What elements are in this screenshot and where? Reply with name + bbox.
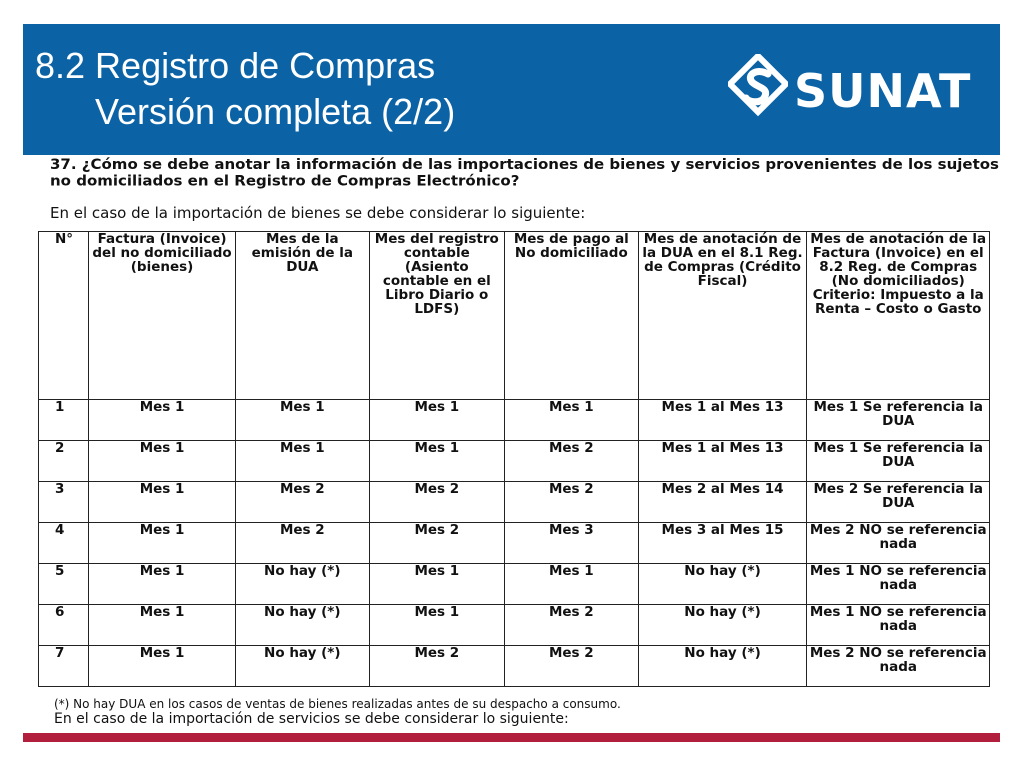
table-header-row: [39, 232, 990, 400]
cell: Mes 2: [236, 523, 369, 564]
table-row: [39, 400, 990, 441]
outro-text: En el caso de la importación de servicios se debe considerar lo siguiente:: [54, 711, 569, 727]
cell: Mes 1: [89, 441, 236, 482]
logo-text: SUNAT: [794, 64, 972, 118]
header-number: N°: [39, 232, 89, 400]
cell: No hay (*): [638, 564, 807, 605]
cell: Mes 1: [236, 441, 369, 482]
cell: Mes 1 al Mes 13: [638, 441, 807, 482]
cell: Mes 1: [369, 564, 505, 605]
cell: 5: [39, 564, 89, 605]
cell: Mes 1: [89, 482, 236, 523]
cell: No hay (*): [638, 605, 807, 646]
cell: Mes 1 NO se referencia nada: [807, 605, 990, 646]
header-dua-annotation: Mes de anotación de la DUA en el 8.1 Reg. de Compras (Crédito Fiscal): [638, 232, 807, 400]
cell: Mes 1 al Mes 13: [638, 400, 807, 441]
intro-text: En el caso de la importación de bienes se debe considerar lo siguiente:: [50, 204, 586, 222]
cell: Mes 1 Se referencia la DUA: [807, 400, 990, 441]
cell: Mes 3 al Mes 15: [638, 523, 807, 564]
table-row: [39, 441, 990, 482]
header-payment-month: Mes de pago al No domiciliado: [505, 232, 638, 400]
cell: Mes 2: [505, 482, 638, 523]
slide-header: [23, 24, 1000, 155]
question-text: 37. ¿Cómo se debe anotar la información de las importaciones de bienes y servicios provenientes de los sujetos no domiciliados en el Registro de Compras Electrónico?: [50, 156, 999, 190]
table-row: [39, 605, 990, 646]
cell: Mes 2: [369, 646, 505, 687]
cell: Mes 2: [505, 605, 638, 646]
cell: Mes 2 al Mes 14: [638, 482, 807, 523]
cell: 2: [39, 441, 89, 482]
table-row: [39, 646, 990, 687]
table-row: [39, 482, 990, 523]
cell: Mes 1: [505, 564, 638, 605]
slide-title: 8.2 Registro de Compras: [35, 45, 436, 86]
cell: Mes 1 NO se referencia nada: [807, 564, 990, 605]
cell: Mes 2: [505, 441, 638, 482]
header-invoice: Factura (Invoice) del no domiciliado (bienes): [89, 232, 236, 400]
cell: No hay (*): [236, 646, 369, 687]
cell: Mes 1: [505, 400, 638, 441]
cell: Mes 1 Se referencia la DUA: [807, 441, 990, 482]
cell: Mes 2: [369, 523, 505, 564]
table-row: [39, 523, 990, 564]
cell: No hay (*): [638, 646, 807, 687]
header-dua-month: Mes de la emisión de la DUA: [236, 232, 369, 400]
table-row: [39, 564, 990, 605]
footnote: (*) No hay DUA en los casos de ventas de bienes realizadas antes de su despacho a consumo.: [54, 697, 621, 711]
cell: Mes 1: [369, 605, 505, 646]
cell: 7: [39, 646, 89, 687]
cell: Mes 1: [369, 400, 505, 441]
cell: Mes 1: [89, 400, 236, 441]
header-invoice-annotation: Mes de anotación de la Factura (Invoice) en el 8.2 Reg. de Compras (No domiciliados) Criterio: Impuesto a la Renta – Costo o Gasto: [807, 232, 990, 400]
cell: Mes 2: [505, 646, 638, 687]
cell: Mes 2: [236, 482, 369, 523]
cell: Mes 1: [89, 564, 236, 605]
cell: Mes 1: [89, 523, 236, 564]
cell: 6: [39, 605, 89, 646]
cell: Mes 2 NO se referencia nada: [807, 523, 990, 564]
cell: 1: [39, 400, 89, 441]
sunat-emblem-icon: [728, 54, 788, 124]
cell: Mes 3: [505, 523, 638, 564]
cell: 3: [39, 482, 89, 523]
cell: Mes 1: [236, 400, 369, 441]
slide-subtitle: Versión completa (2/2): [95, 91, 456, 132]
cell: Mes 1: [89, 605, 236, 646]
cell: Mes 2 NO se referencia nada: [807, 646, 990, 687]
sunat-logo: [728, 54, 978, 124]
cell: Mes 2 Se referencia la DUA: [807, 482, 990, 523]
cell: No hay (*): [236, 605, 369, 646]
bottom-bar: [23, 733, 1000, 742]
cell: Mes 2: [369, 482, 505, 523]
cell: Mes 1: [369, 441, 505, 482]
cell: Mes 1: [89, 646, 236, 687]
cell: 4: [39, 523, 89, 564]
import-table: [38, 231, 990, 687]
cell: No hay (*): [236, 564, 369, 605]
header-accounting-month: Mes del registro contable (Asiento contable en el Libro Diario o LDFS): [369, 232, 505, 400]
